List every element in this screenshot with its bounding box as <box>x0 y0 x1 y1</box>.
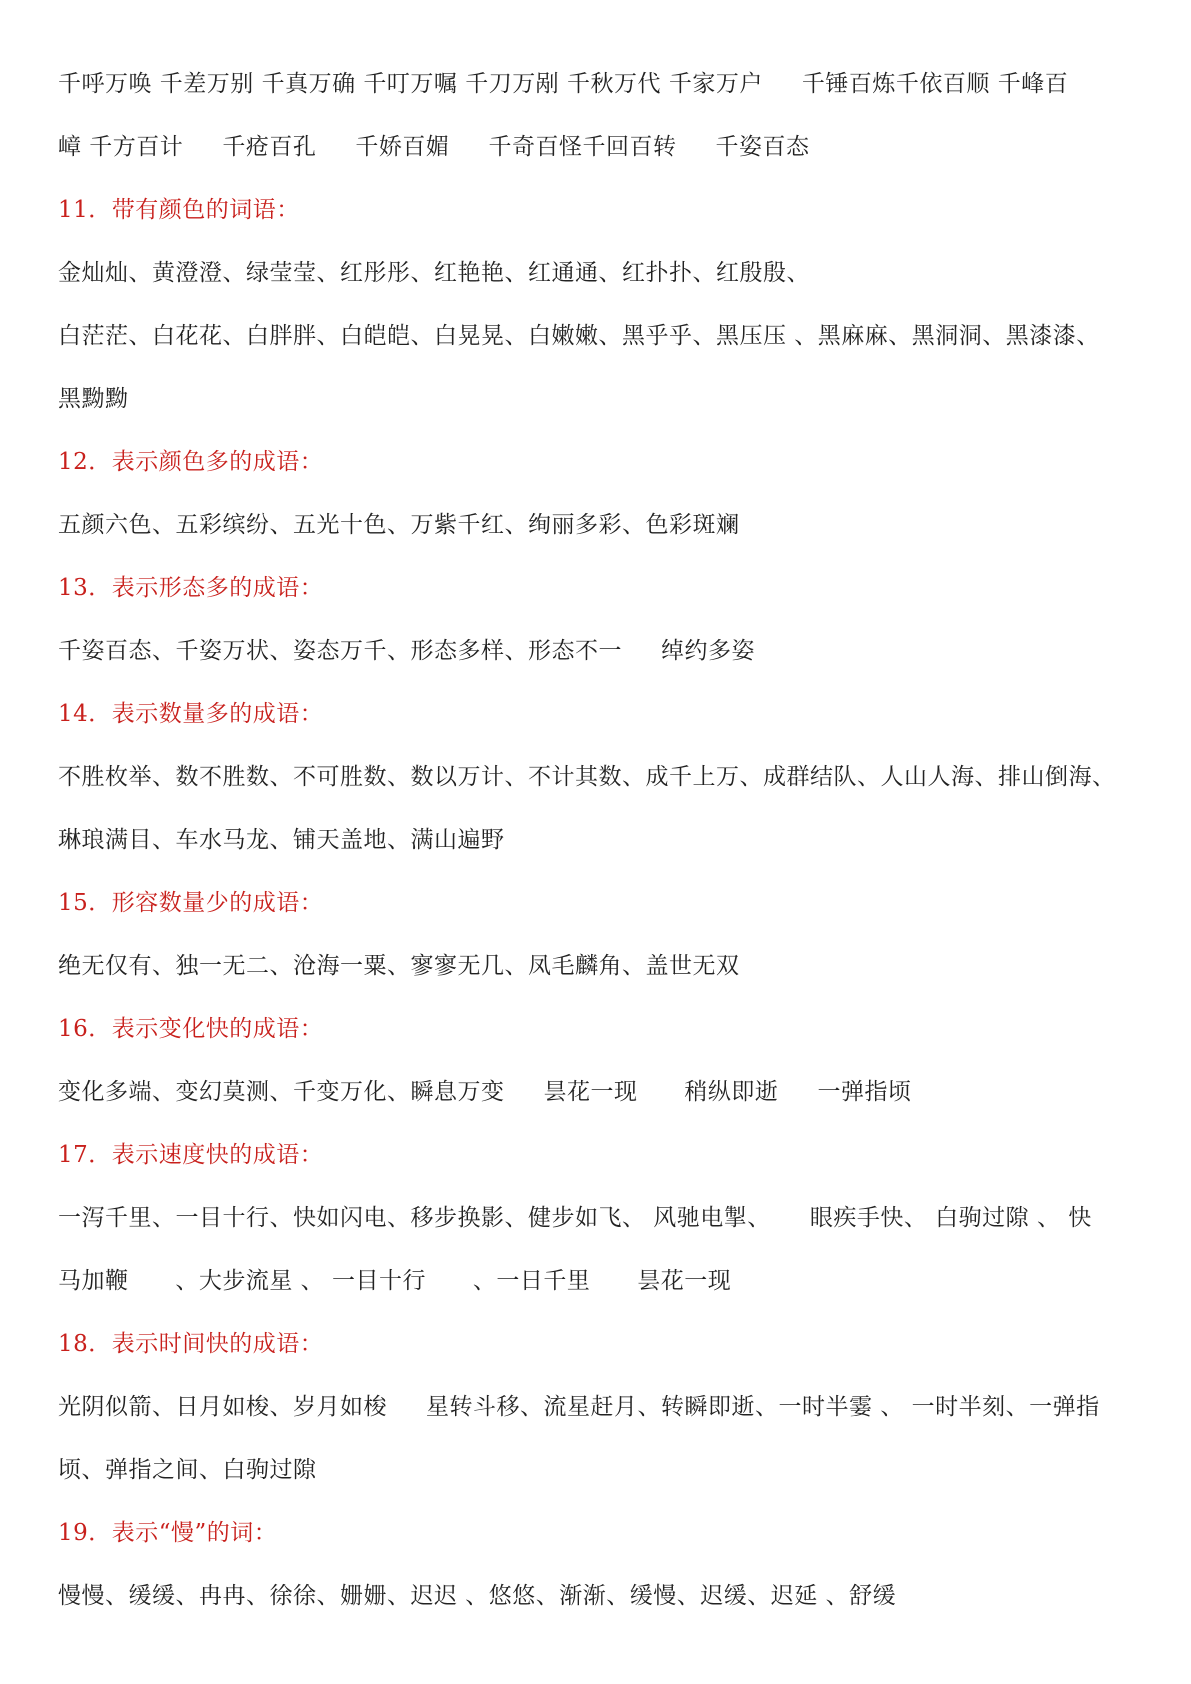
text-line: 一泻千里、一目十行、快如闪电、移步换影、健步如飞、 风驰电掣、 眼疾手快、 白驹过隙 、 快 <box>58 1205 1092 1231</box>
text-line: 慢慢、缓缓、冉冉、徐徐、姗姗、迟迟 、悠悠、渐渐、缓慢、迟缓、迟延 、舒缓 <box>58 1583 897 1609</box>
section-heading-15: 15．形容数量少的成语： <box>58 890 324 916</box>
section-heading-18: 18．表示时间快的成语： <box>58 1331 324 1357</box>
text-line: 嶂 千方百计 千疮百孔 千娇百媚 千奇百怪千回百转 千姿百态 <box>58 134 810 160</box>
text-line: 光阴似箭、日月如梭、岁月如梭 星转斗移、流星赶月、转瞬即逝、一时半霎 、 一时半刻、一弹指 <box>58 1394 1100 1420</box>
text-line: 黑黝黝 <box>58 386 129 412</box>
section-heading-14: 14．表示数量多的成语： <box>58 701 324 727</box>
text-line: 绝无仅有、独一无二、沧海一粟、寥寥无几、凤毛麟角、盖世无双 <box>58 953 740 979</box>
text-line: 白茫茫、白花花、白胖胖、白皑皑、白晃晃、白嫩嫩、黑乎乎、黑压压 、黑麻麻、黑洞洞、黑漆漆、 <box>58 323 1100 349</box>
text-line: 千姿百态、千姿万状、姿态万千、形态多样、形态不一 绰约多姿 <box>58 638 756 664</box>
text-line: 不胜枚举、数不胜数、不可胜数、数以万计、不计其数、成千上万、成群结队、人山人海、排山倒海、 <box>58 764 1116 790</box>
section-heading-17: 17．表示速度快的成语： <box>58 1142 324 1168</box>
text-line: 琳琅满目、车水马龙、铺天盖地、满山遍野 <box>58 827 505 853</box>
section-heading-11: 11．带有颜色的词语： <box>58 197 300 223</box>
section-heading-13: 13．表示形态多的成语： <box>58 575 324 601</box>
section-heading-16: 16．表示变化快的成语： <box>58 1016 324 1042</box>
text-line: 顷、弹指之间、白驹过隙 <box>58 1457 317 1483</box>
text-line: 五颜六色、五彩缤纷、五光十色、万紫千红、绚丽多彩、色彩斑斓 <box>58 512 740 538</box>
text-line: 马加鞭 、大步流星 、 一目十行 、一日千里 昙花一现 <box>58 1268 732 1294</box>
text-line: 千呼万唤 千差万别 千真万确 千叮万嘱 千刀万剐 千秋万代 千家万户 千锤百炼千依百顺 千峰百 <box>58 71 1069 97</box>
section-heading-12: 12．表示颜色多的成语： <box>58 449 324 475</box>
text-line: 金灿灿、黄澄澄、绿莹莹、红彤彤、红艳艳、红通通、红扑扑、红殷殷、 <box>58 260 810 286</box>
text-line: 变化多端、变幻莫测、千变万化、瞬息万变 昙花一现 稍纵即逝 一弹指顷 <box>58 1079 912 1105</box>
section-heading-19: 19．表示“慢”的词： <box>58 1520 278 1546</box>
